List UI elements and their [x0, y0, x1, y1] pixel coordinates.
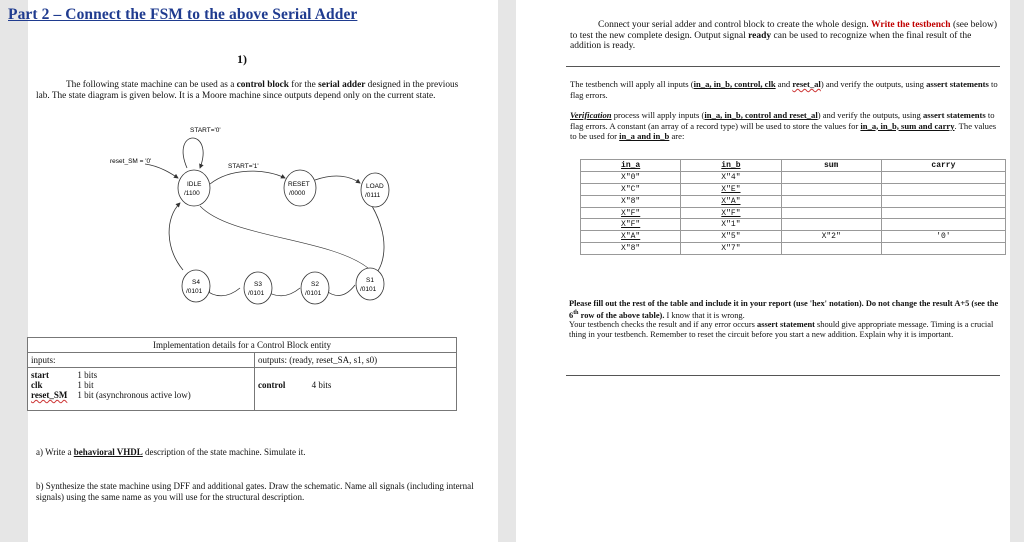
divider-2 — [566, 375, 1000, 376]
impl-header: Implementation details for a Control Block entity — [28, 338, 457, 353]
reset-arrow — [145, 164, 178, 178]
cell: X"8" — [581, 195, 681, 207]
col-in-b: in_b — [681, 160, 781, 172]
s3-to-s4 — [206, 288, 240, 296]
right-paragraph-4: Please fill out the rest of the table and include it in your report (use 'hex' notation). Do not change the result A+5 (see the 6th row of the above table). I know that it is wrong. — [569, 299, 999, 320]
state-diagram — [50, 118, 390, 308]
s2-name: S2 — [311, 281, 319, 288]
cell: X"F" — [581, 207, 681, 219]
cell — [781, 171, 881, 183]
cell — [881, 219, 1005, 231]
state-s1 — [356, 268, 384, 300]
table-row — [581, 243, 1006, 255]
impl-inputs-cell — [28, 368, 255, 411]
state-idle — [178, 170, 210, 206]
question-a: a) Write a behavioral VHDL description of the state machine. Simulate it. — [36, 447, 306, 457]
question-number: 1) — [237, 52, 247, 66]
s4-to-idle — [169, 203, 183, 270]
input-reset-sm: reset_SM — [31, 390, 68, 400]
impl-outputs-cell — [255, 368, 457, 411]
cell: X"4" — [681, 171, 781, 183]
cell — [781, 183, 881, 195]
label-start0: START='0' — [190, 127, 221, 134]
load-to-s1 — [372, 206, 384, 275]
table-row — [581, 207, 1006, 219]
input-clk: clk — [31, 380, 43, 390]
cell — [881, 171, 1005, 183]
right-paragraph-2: The testbench will apply all inputs (in_a, in_b, control, clk and reset_al) and verify the outputs, using assert statements to flag errors. — [570, 79, 998, 100]
right-paragraph-3: Verification process will apply inputs (in_a, in_b, control and reset_al) and verify the outputs, using assert statements to flag errors. A constant (an array of a record type) will be used to store the values for in_a, in_b, sum and carry. The values to be used for in_a and in_b are: — [570, 110, 997, 142]
cell: X"0" — [581, 171, 681, 183]
cell: X"A" — [681, 195, 781, 207]
cell: X"2" — [781, 231, 881, 243]
output-control: control — [258, 380, 286, 390]
idle-out: /1100 — [184, 190, 200, 197]
intro-paragraph: The following state machine can be used as a control block for the serial adder designed in the previous lab. The state diagram is given below. It is a Moore machine since outputs depend only on the current state. — [36, 80, 459, 101]
state-s2 — [301, 272, 329, 304]
right-paragraph-5: Your testbench checks the result and if any error occurs assert statement should give appropriate message. Timing is a crucial thing in your testbench. Remember to reset the circuit before you start a new addition. Explain why it is important. — [569, 320, 994, 339]
cell: '0' — [881, 231, 1005, 243]
s4-out: /0101 — [186, 288, 203, 295]
table-row — [581, 195, 1006, 207]
idle-self-loop — [183, 138, 203, 168]
state-s4 — [182, 270, 210, 302]
cell: X"7" — [681, 243, 781, 255]
table-row — [581, 183, 1006, 195]
output-control-bits: 4 bits — [311, 380, 332, 390]
state-s3 — [244, 272, 272, 304]
cell — [881, 183, 1005, 195]
col-carry: carry — [881, 160, 1005, 172]
question-b: b) Synthesize the state machine using DFF and additional gates. Draw the schematic. Name all signals (including internal signals) using the same name as you will use for the structural description. — [36, 481, 474, 502]
col-in-a: in_a — [581, 160, 681, 172]
cell — [881, 195, 1005, 207]
cell — [781, 243, 881, 255]
table-row — [581, 219, 1006, 231]
divider-1 — [566, 66, 1000, 67]
implementation-table — [27, 337, 457, 411]
reset-to-load — [315, 176, 360, 183]
s1-to-s2 — [325, 285, 355, 295]
s3-name: S3 — [254, 281, 262, 288]
cell: X"C" — [581, 183, 681, 195]
input-clk-desc: 1 bit — [77, 380, 94, 390]
idle-to-reset — [210, 171, 285, 184]
input-start-desc: 1 bits — [77, 370, 98, 380]
test-vector-table — [580, 159, 1006, 255]
load-name: LOAD — [366, 183, 384, 190]
label-start1: START='1' — [228, 163, 259, 170]
s1-name: S1 — [366, 277, 374, 284]
cell — [781, 207, 881, 219]
state-reset — [284, 170, 316, 206]
part-title: Part 2 – Connect the FSM to the above Serial Adder — [8, 6, 358, 23]
cell — [881, 243, 1005, 255]
s4-name: S4 — [192, 279, 200, 286]
cell: X"E" — [681, 183, 781, 195]
s2-out: /0101 — [305, 290, 322, 297]
reset-name: RESET — [288, 181, 310, 188]
impl-outputs-label: outputs: (ready, reset_SA, s1, s0) — [255, 353, 457, 368]
load-out: /0111 — [365, 192, 381, 199]
input-start: start — [31, 370, 49, 380]
impl-inputs-label: inputs: — [28, 353, 255, 368]
label-reset: reset_SM = '0' — [110, 158, 152, 165]
reset-out: /0000 — [289, 190, 306, 197]
table-row — [581, 231, 1006, 243]
cell: X"F" — [681, 207, 781, 219]
cell: X"A" — [581, 231, 681, 243]
input-reset-desc: 1 bit (asynchronous active low) — [77, 390, 191, 400]
idle-name: IDLE — [187, 181, 202, 188]
cell: X"1" — [681, 219, 781, 231]
cell — [781, 195, 881, 207]
right-paragraph-1: Connect your serial adder and control block to create the whole design. Write the testbench (see below) to test the new complete design. Output signal ready can be used to recognize when the final result of the addition is ready. — [570, 20, 997, 52]
cell: X"5" — [681, 231, 781, 243]
table-row — [581, 171, 1006, 183]
state-load — [361, 173, 389, 207]
cell — [781, 219, 881, 231]
cell: X"F" — [581, 219, 681, 231]
cell: X"8" — [581, 243, 681, 255]
col-sum: sum — [781, 160, 881, 172]
cell — [881, 207, 1005, 219]
s1-out: /0101 — [360, 286, 377, 293]
s3-out: /0101 — [248, 290, 265, 297]
